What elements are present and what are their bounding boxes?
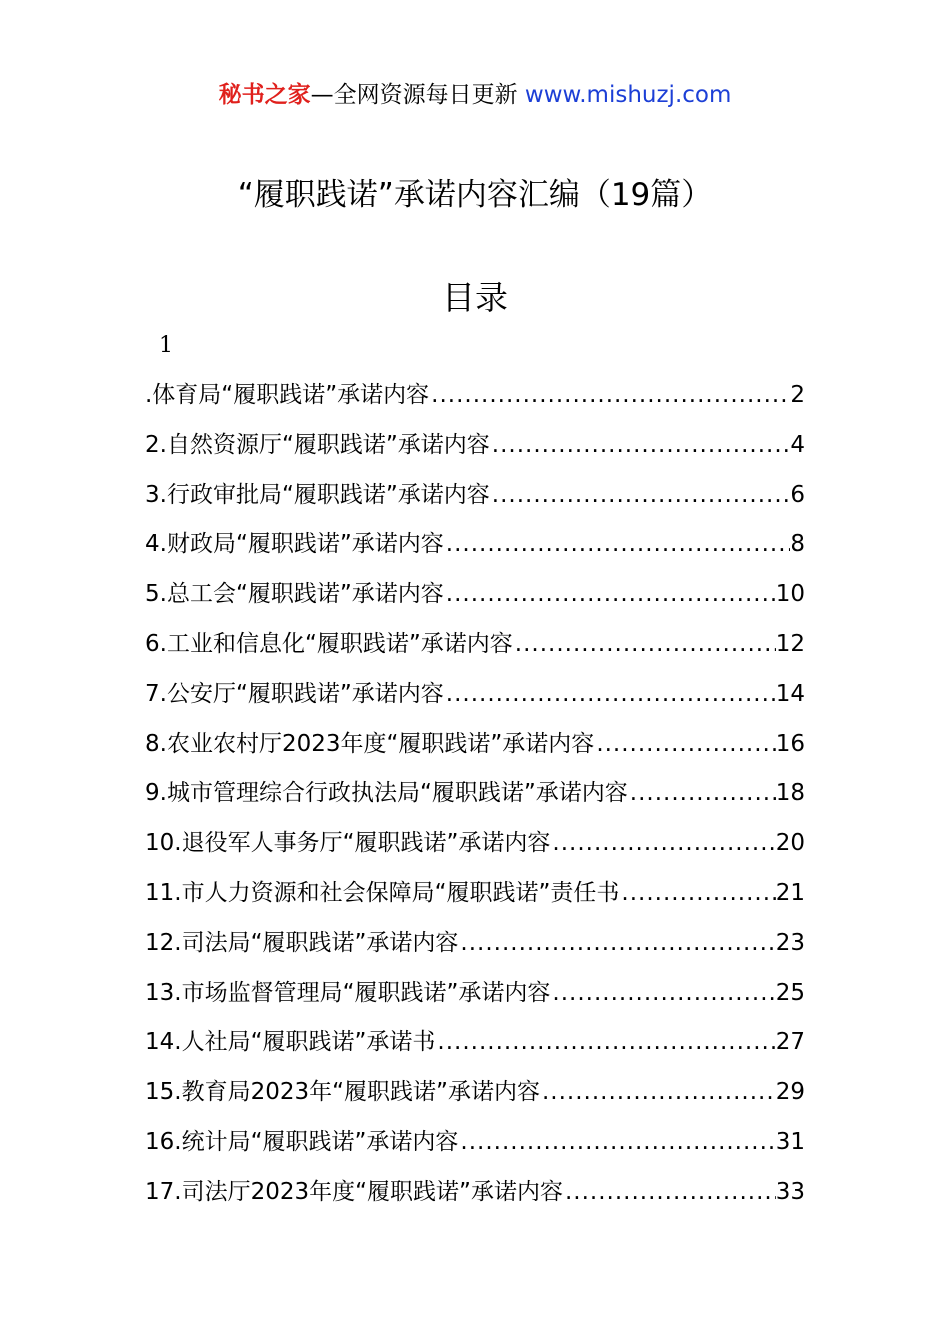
site-header bbox=[0, 78, 950, 112]
toc-entry[interactable] bbox=[145, 1068, 805, 1118]
toc-entry-label: 11.市人力资源和社会保障局“履职践诺”责任书 bbox=[145, 879, 620, 906]
toc-entry[interactable] bbox=[145, 919, 805, 969]
toc-entry[interactable] bbox=[145, 819, 805, 869]
toc-entry[interactable] bbox=[145, 1168, 805, 1218]
toc-dot-leader bbox=[563, 1168, 776, 1218]
toc-dot-leader bbox=[540, 1068, 776, 1118]
toc-entry-page: 23 bbox=[775, 929, 805, 956]
toc-dot-leader bbox=[628, 769, 776, 819]
toc-entry-label: 17.司法厅2023年度“履职践诺”承诺内容 bbox=[145, 1178, 563, 1205]
toc-entry-page: 21 bbox=[775, 879, 805, 906]
toc-dot-leader bbox=[444, 670, 776, 720]
toc-entry-label: 4.财政局“履职践诺”承诺内容 bbox=[145, 531, 444, 558]
document-title: “履职践诺”承诺内容汇编（19篇） bbox=[237, 177, 713, 213]
toc-dot-leader bbox=[429, 371, 790, 421]
toc-entry-page: 33 bbox=[775, 1178, 805, 1205]
toc-entry[interactable] bbox=[145, 1118, 805, 1168]
toc-entry-page: 14 bbox=[775, 680, 805, 707]
toc-entry-label: 9.城市管理综合行政执法局“履职践诺”承诺内容 bbox=[145, 780, 628, 807]
toc-entry-label: 8.农业农村厅2023年度“履职践诺”承诺内容 bbox=[145, 730, 595, 757]
toc-entry-label: 14.人社局“履职践诺”承诺书 bbox=[145, 1029, 436, 1056]
toc-entry-label: 15.教育局2023年“履职践诺”承诺内容 bbox=[145, 1079, 540, 1106]
toc-entry-page: 25 bbox=[775, 979, 805, 1006]
toc-entry-page: 4 bbox=[790, 431, 805, 458]
toc-dot-leader bbox=[458, 1118, 775, 1168]
toc-dot-leader bbox=[458, 919, 775, 969]
toc-entry-label: .体育局“履职践诺”承诺内容 bbox=[145, 382, 430, 408]
stray-number: 1 bbox=[159, 333, 173, 358]
toc-entry[interactable] bbox=[145, 570, 805, 620]
toc-entry[interactable] bbox=[145, 520, 805, 570]
toc-entry-page: 16 bbox=[775, 730, 805, 757]
toc-entry-page: 12 bbox=[775, 630, 805, 657]
toc-heading: 目录 bbox=[442, 278, 508, 317]
toc-dot-leader bbox=[490, 471, 791, 521]
site-url-link[interactable]: www.mishuzj.com bbox=[524, 82, 732, 108]
toc-entry-page: 2 bbox=[790, 382, 805, 408]
brand-name: 秘书之家 bbox=[218, 82, 311, 108]
toc-entry[interactable] bbox=[145, 769, 805, 819]
toc-dot-leader bbox=[513, 620, 776, 670]
toc-entry[interactable] bbox=[145, 869, 805, 919]
toc-entry-page: 20 bbox=[775, 830, 805, 857]
toc-entry-page: 10 bbox=[775, 581, 805, 608]
toc-dot-leader bbox=[435, 1018, 775, 1068]
toc-dot-leader bbox=[594, 720, 775, 770]
toc-entry[interactable] bbox=[145, 969, 805, 1019]
toc-entry-label: 10.退役军人事务厅“履职践诺”承诺内容 bbox=[145, 830, 551, 857]
toc-entry-page: 8 bbox=[790, 531, 805, 558]
toc-entry-label: 7.公安厅“履职践诺”承诺内容 bbox=[145, 680, 444, 707]
toc-dot-leader bbox=[490, 421, 791, 471]
toc-dot-leader bbox=[444, 570, 776, 620]
toc-entry[interactable] bbox=[145, 371, 805, 421]
toc-entry[interactable] bbox=[145, 670, 805, 720]
toc-entry-label: 13.市场监督管理局“履职践诺”承诺内容 bbox=[145, 979, 551, 1006]
toc-dot-leader bbox=[550, 819, 775, 869]
toc-entry-page: 27 bbox=[775, 1029, 805, 1056]
toc-dot-leader bbox=[619, 869, 775, 919]
toc-entry[interactable] bbox=[145, 471, 805, 521]
toc-entry[interactable] bbox=[145, 421, 805, 471]
toc-entry-page: 18 bbox=[775, 780, 805, 807]
toc-entry-label: 3.行政审批局“履职践诺”承诺内容 bbox=[145, 481, 490, 508]
toc-entry-label: 5.总工会“履职践诺”承诺内容 bbox=[145, 581, 444, 608]
toc-entry[interactable] bbox=[145, 720, 805, 770]
toc-entry-page: 31 bbox=[775, 1128, 805, 1155]
toc-dot-leader bbox=[444, 520, 791, 570]
toc-dot-leader bbox=[550, 969, 775, 1019]
table-of-contents bbox=[145, 371, 805, 1218]
toc-entry-page: 29 bbox=[775, 1079, 805, 1106]
toc-entry[interactable] bbox=[145, 1018, 805, 1068]
toc-entry-label: 16.统计局“履职践诺”承诺内容 bbox=[145, 1128, 459, 1155]
toc-entry[interactable] bbox=[145, 620, 805, 670]
toc-entry-label: 2.自然资源厅“履职践诺”承诺内容 bbox=[145, 431, 490, 458]
toc-entry-label: 12.司法局“履职践诺”承诺内容 bbox=[145, 929, 459, 956]
header-tagline: —全网资源每日更新 bbox=[310, 82, 518, 108]
toc-entry-page: 6 bbox=[790, 481, 805, 508]
toc-entry-label: 6.工业和信息化“履职践诺”承诺内容 bbox=[145, 630, 513, 657]
